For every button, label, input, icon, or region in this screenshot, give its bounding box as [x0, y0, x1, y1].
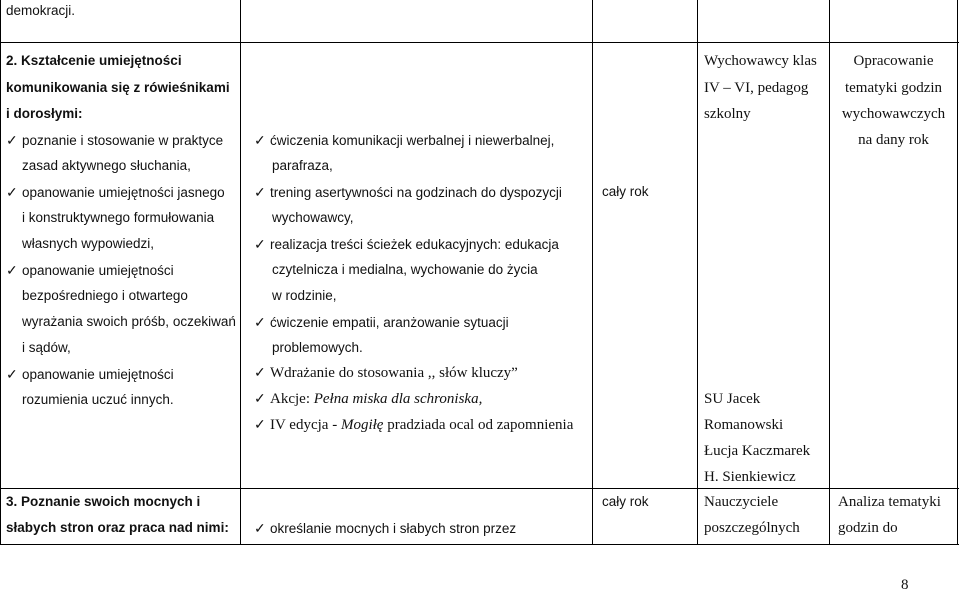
top-fragment: demokracji.	[6, 3, 76, 18]
section3-term: cały rok	[602, 494, 649, 509]
method-5: ✓ Wdrażanie do stosowania ,, słów kluczy”	[254, 365, 518, 381]
section2-responsible2-line-3: Łucja Kaczmarek	[704, 443, 811, 459]
checkmark-icon: ✓	[254, 236, 266, 252]
row-border-top	[0, 42, 959, 43]
checkmark-icon: ✓	[254, 418, 266, 433]
checkmark-icon: ✓	[6, 366, 18, 382]
goal-3-line-2: bezpośredniego i otwartego	[22, 288, 188, 303]
method-2-line-2: wychowawcy,	[272, 210, 354, 225]
section3-title-line-1: 3. Poznanie swoich mocnych i	[6, 494, 201, 509]
section2-responsible2-line-1: SU Jacek	[704, 391, 761, 407]
section3-responsible-line-1: Nauczyciele	[704, 494, 779, 510]
method-3-line-3: w rodzinie,	[272, 288, 337, 303]
goal-4-line-2: rozumienia uczuć innych.	[22, 392, 174, 407]
section2-title-line-3: i dorosłymi:	[6, 106, 83, 121]
method-7: ✓ IV edycja - Mogiłę pradziada ocal od zapomnienia	[254, 417, 574, 433]
checkmark-icon: ✓	[254, 366, 266, 381]
goal-2-line-2: i konstruktywnego formułowania	[22, 210, 215, 225]
col-border-5	[957, 0, 958, 544]
goal-1-line-1: ✓ poznanie i stosowanie w praktyce	[6, 132, 224, 148]
method-1-line-2: parafraza,	[272, 158, 333, 173]
section2-responsible-line-2: IV – VI, pedagog	[704, 80, 809, 96]
section2-responsible-line-3: szkolny	[704, 106, 751, 122]
col-border-3	[697, 0, 698, 544]
section2-term: cały rok	[602, 184, 649, 199]
checkmark-icon: ✓	[6, 184, 18, 200]
section3-title-line-2: słabych stron oraz praca nad nimi:	[6, 520, 229, 535]
section2-responsible2-line-4: H. Sienkiewicz	[704, 469, 796, 485]
section2-responsible2-line-2: Romanowski	[704, 417, 784, 433]
section2-evaluation-line-1: Opracowanie	[853, 53, 934, 69]
row-border-middle	[0, 488, 959, 489]
section3-evaluation-line-1: Analiza tematyki	[838, 494, 941, 510]
goal-3-line-3: wyrażania swoich próśb, oczekiwań	[22, 314, 236, 329]
checkmark-icon: ✓	[6, 262, 18, 278]
method-2-line-1: ✓ trening asertywności na godzinach do dyspozycji	[254, 184, 562, 200]
section2-responsible-line-1: Wychowawcy klas	[704, 53, 817, 69]
checkmark-icon: ✓	[6, 132, 18, 148]
section2-title-line-1: 2. Kształcenie umiejętności	[6, 53, 182, 68]
method-1-line-1: ✓ ćwiczenia komunikacji werbalnej i niewerbalnej,	[254, 132, 555, 148]
checkmark-icon: ✓	[254, 520, 266, 536]
checkmark-icon: ✓	[254, 184, 266, 200]
checkmark-icon: ✓	[254, 132, 266, 148]
page-number: 8	[901, 577, 909, 593]
col-border-1	[240, 0, 241, 544]
goal-4-line-1: ✓ opanowanie umiejętności	[6, 366, 174, 382]
goal-1-line-2: zasad aktywnego słuchania,	[22, 158, 191, 173]
goal-3-line-4: i sądów,	[22, 340, 71, 355]
method-3-line-1: ✓ realizacja treści ścieżek edukacyjnych: edukacja	[254, 236, 559, 252]
goal-2-line-3: własnych wypowiedzi,	[22, 236, 155, 251]
section3-evaluation-line-2: godzin do	[838, 520, 898, 536]
goal-3-line-1: ✓ opanowanie umiejętności	[6, 262, 174, 278]
col-border-0	[0, 0, 1, 544]
section2-evaluation-line-2: tematyki godzin	[844, 80, 943, 96]
section2-title-line-2: komunikowania się z rówieśnikami	[6, 80, 230, 95]
section2-evaluation-line-4: na dany rok	[858, 132, 929, 148]
method-4-line-2: problemowych.	[272, 340, 363, 355]
method-6: ✓ Akcje: Pełna miska dla schroniska,	[254, 391, 483, 407]
method-4-line-1: ✓ ćwiczenie empatii, aranżowanie sytuacji	[254, 314, 509, 330]
row-border-bottom	[0, 544, 959, 545]
section3-responsible-line-2: poszczególnych	[704, 520, 800, 536]
method-3-line-2: czytelnicza i medialna, wychowanie do życia	[272, 262, 538, 277]
checkmark-icon: ✓	[254, 392, 266, 407]
section2-evaluation-line-3: wychowawczych	[841, 106, 946, 122]
checkmark-icon: ✓	[254, 314, 266, 330]
col-border-2	[592, 0, 593, 544]
section3-method: ✓ określanie mocnych i słabych stron przez	[254, 520, 517, 536]
goal-2-line-1: ✓ opanowanie umiejętności jasnego	[6, 184, 225, 200]
